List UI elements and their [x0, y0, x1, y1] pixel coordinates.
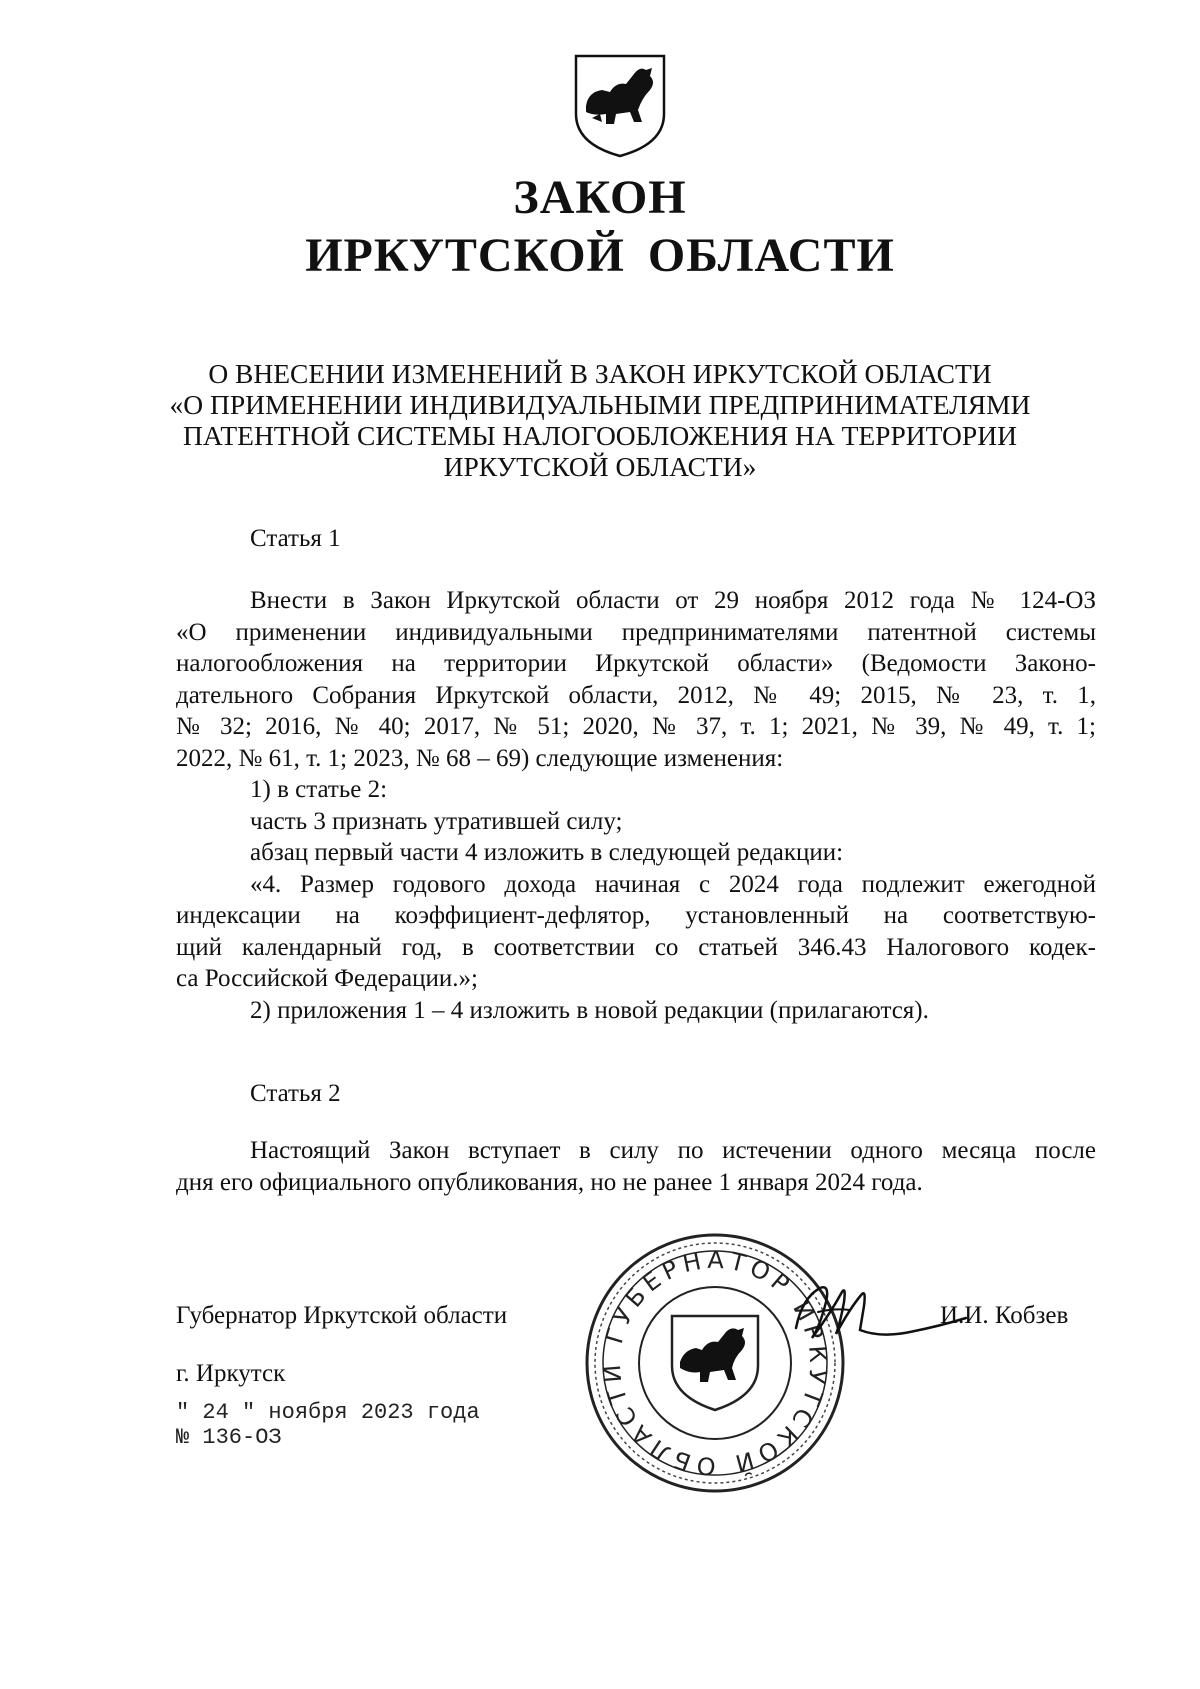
article-2-heading: Статья 2 — [250, 1080, 341, 1107]
body-line: дательного Собрания Иркутской области, 2012, № 49; 2015, № 23, т. 1, — [176, 681, 1096, 709]
body-line: абзац первый части 4 изложить в следующей редакции: — [250, 839, 844, 866]
article-1-heading: Статья 1 — [250, 525, 341, 552]
subject-line: О ВНЕСЕНИИ ИЗМЕНЕНИЙ В ЗАКОН ИРКУТСКОЙ ОБЛАСТИ — [208, 358, 992, 389]
body-line: дня его официального опубликования, но не ранее 1 января 2024 года. — [176, 1168, 923, 1196]
body-line: 2) приложения 1 – 4 изложить в новой редакции (прилагаются). — [250, 996, 929, 1024]
body-line: часть 3 признать утратившей силу; — [250, 807, 623, 835]
law-number: № 136-ОЗ — [176, 1425, 282, 1450]
governor-position: Губернатор Иркутской области — [176, 1302, 508, 1329]
body-line: налогообложения на территории Иркутской области» (Ведомости Законо- — [176, 650, 1096, 677]
body-line: «О применении индивидуальными предпринимателями патентной системы — [176, 618, 1096, 646]
article-2-body — [176, 1135, 1096, 1198]
body-line: «4. Размер годового дохода начиная с 2024 года подлежит ежегодной — [250, 870, 1096, 898]
body-line: Настоящий Закон вступает в силу по истечении одного месяца после — [250, 1137, 1096, 1164]
subject-line: ПАТЕНТНОЙ СИСТЕМЫ НАЛОГООБЛОЖЕНИЯ НА ТЕРРИТОРИИ — [183, 420, 1017, 451]
signing-date: " 24 " ноября 2023 года — [176, 1400, 480, 1425]
law-subject — [160, 358, 1040, 482]
subject-line: ИРКУТСКОЙ ОБЛАСТИ» — [443, 451, 757, 482]
signing-city: г. Иркутск — [176, 1360, 286, 1387]
body-line: индексации на коэффициент-дефлятор, установленный на соответствую- — [176, 902, 1096, 929]
body-line: 2022, № 61, т. 1; 2023, № 68 – 69) следующие изменения: — [176, 744, 784, 772]
subject-line: «О ПРИМЕНЕНИИ ИНДИВИДУАЛЬНЫМИ ПРЕДПРИНИМАТЕЛЯМИ — [169, 389, 1031, 420]
body-line: № 32; 2016, № 40; 2017, № 51; 2020, № 37, т. 1; 2021, № 39, № 49, т. 1; — [176, 713, 1096, 740]
body-line: са Российской Федерации.»; — [176, 965, 478, 992]
body-line: щий календарный год, в соответствии со статьей 346.43 Налогового кодек- — [176, 933, 1096, 961]
document-title: ЗАКОН — [513, 171, 687, 224]
document-region-title: ИРКУТСКОЙ ОБЛАСТИ — [305, 229, 895, 282]
irkutsk-coat-of-arms-icon — [572, 52, 668, 160]
governor-name: И.И. Кобзев — [940, 1302, 1069, 1329]
body-line: Внести в Закон Иркутской области от 29 ноября 2012 года № 124-ОЗ — [250, 587, 1096, 614]
svg-text:ГУБЕРНАТОР ИРКУТСКОЙ ОБЛАСТИ: ГУБЕРНАТОР ИРКУТСКОЙ ОБЛАСТИ — [597, 1245, 833, 1481]
body-line: 1) в статье 2: — [250, 776, 388, 803]
article-1-body — [176, 585, 1096, 1026]
